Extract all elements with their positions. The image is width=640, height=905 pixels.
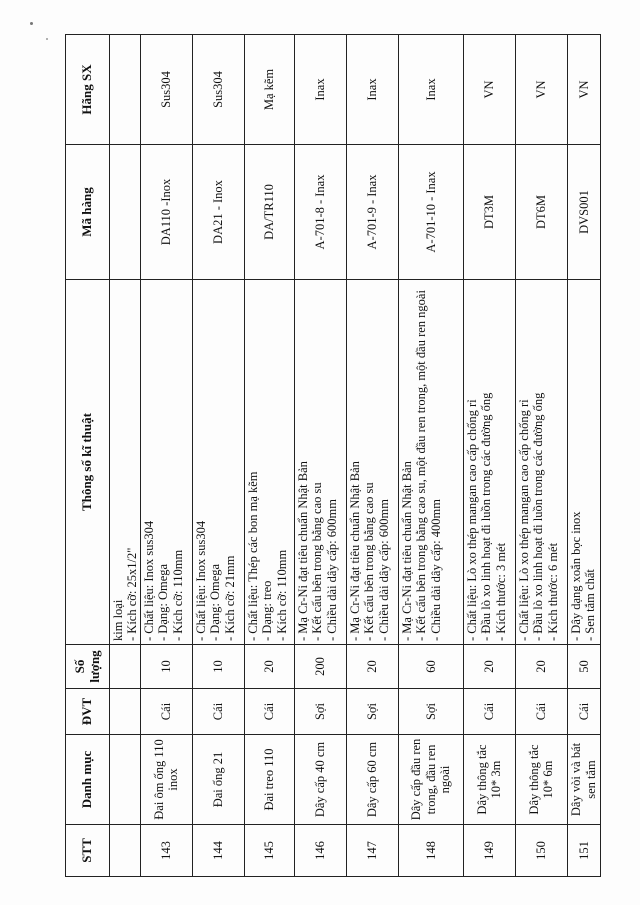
cell-maker: Inax	[346, 35, 398, 145]
spec-line: - Đầu lò xo linh hoạt đi luồn trong các đường ống	[531, 392, 546, 641]
cell-unit: Cái	[192, 689, 244, 735]
cell-spec	[398, 280, 463, 645]
cell-code: A-701-10 - Inax	[398, 145, 463, 280]
cell-stt: 148	[398, 825, 463, 877]
cell-stt: 145	[244, 825, 294, 877]
header-qty-top: Số	[71, 659, 87, 674]
table-row	[567, 35, 600, 877]
cell-name: Dây thông tắc 10* 6m	[515, 735, 567, 825]
cell-maker: VN	[463, 35, 515, 145]
table-row	[192, 35, 244, 877]
cell-unit: Sợi	[346, 689, 398, 735]
table-row-continued	[110, 35, 141, 877]
spec-line: - Kích cỡ: 110mm	[274, 549, 289, 641]
cell-code: DA/TR110	[244, 145, 294, 280]
rotated-table-container	[65, 35, 598, 877]
table-row	[140, 35, 192, 877]
spec-line: - Dạng: Omega	[208, 563, 223, 641]
cell-unit: Sợi	[398, 689, 463, 735]
cell-name: Dây cấp 60 cm	[346, 735, 398, 825]
cell-code: DT3M	[463, 145, 515, 280]
cell-spec	[515, 280, 567, 645]
spec-line: - Chất liệu: Lò xo thép mangan cao cấp chống rỉ	[516, 399, 531, 641]
spec-line: - Kích cỡ: 25x1/2"	[125, 547, 140, 641]
cell-spec	[110, 280, 141, 645]
spec-line: - Kích cỡ: 110mm	[170, 549, 185, 641]
table-row	[294, 35, 346, 877]
spec-line: - Mạ Cr-Ni đạt tiêu chuẩn Nhật Bản	[399, 461, 414, 641]
cell-stt: 147	[346, 825, 398, 877]
cell-maker: Inax	[294, 35, 346, 145]
cell-qty: 50	[567, 645, 600, 689]
cell-code: DVS001	[567, 145, 600, 280]
header-code: Mã hàng	[66, 145, 110, 280]
cell-stt	[110, 825, 141, 877]
cell-spec	[567, 280, 600, 645]
spec-line: - Chất liệu: Thép các bon mạ kẽm	[245, 471, 260, 641]
cell-maker	[110, 35, 141, 145]
spec-line: - Kích thước: 3 mét	[493, 542, 508, 641]
spec-line: - Kết cấu bên trong bằng cao su	[362, 482, 377, 641]
scan-speck	[46, 38, 48, 40]
table-row	[244, 35, 294, 877]
table-row	[398, 35, 463, 877]
spec-line: - Kết cấu bên trong bằng cao su, một đầu ren trong, một đầu ren ngoài	[414, 290, 429, 641]
cell-unit: Cái	[515, 689, 567, 735]
cell-stt: 144	[192, 825, 244, 877]
cell-name: Đai ống 21	[192, 735, 244, 825]
cell-stt: 149	[463, 825, 515, 877]
cell-name: Dây vòi và bát sen tắm	[567, 735, 600, 825]
cell-stt: 150	[515, 825, 567, 877]
header-qty-bottom: lượng	[86, 650, 102, 683]
spec-line: - Chất liệu: Inox sus304	[141, 520, 156, 641]
spec-line: - Dây dạng xoắn bọc inox	[568, 511, 583, 641]
spec-line: - Chất liệu: Inox sus304	[193, 520, 208, 641]
header-spec: Thông số kĩ thuật	[66, 280, 110, 645]
spec-line: - Sen tắm chất	[583, 569, 598, 641]
spec-line: - Kích cỡ: 21mm	[222, 555, 237, 641]
cell-unit: Cái	[567, 689, 600, 735]
header-qty	[66, 645, 110, 689]
cell-qty: 20	[346, 645, 398, 689]
cell-maker: Sus304	[192, 35, 244, 145]
cell-code: A-701-9 - Inax	[346, 145, 398, 280]
header-name: Danh mục	[66, 735, 110, 825]
cell-qty: 10	[140, 645, 192, 689]
spec-line: - Kích thước: 6 mét	[545, 542, 560, 641]
cell-code: DA110 -Inox	[140, 145, 192, 280]
spec-line: - Chiều dài dây cấp: 600mm	[376, 499, 391, 641]
spec-line: - Kết cấu bên trong bằng cao su	[310, 482, 325, 641]
spec-line: - Dạng: Omega	[156, 563, 171, 641]
cell-spec	[346, 280, 398, 645]
cell-qty: 200	[294, 645, 346, 689]
scan-speck	[30, 22, 33, 25]
spec-line: - Chiều dài dây cấp: 600mm	[324, 499, 339, 641]
header-stt: STT	[66, 825, 110, 877]
spec-line: - Mạ Cr-Ni đạt tiêu chuẩn Nhật Bản	[295, 461, 310, 641]
cell-spec	[463, 280, 515, 645]
table-row	[346, 35, 398, 877]
table-row	[463, 35, 515, 877]
cell-stt: 151	[567, 825, 600, 877]
cell-stt: 143	[140, 825, 192, 877]
cell-maker: Inax	[398, 35, 463, 145]
cell-unit: Cái	[140, 689, 192, 735]
cell-name: Dây cấp đầu ren trong, đầu ren ngoài	[398, 735, 463, 825]
cell-qty: 20	[244, 645, 294, 689]
cell-name: Dây thông tắc 10* 3m	[463, 735, 515, 825]
cell-qty: 20	[463, 645, 515, 689]
cell-qty: 60	[398, 645, 463, 689]
cell-spec	[140, 280, 192, 645]
cell-qty	[110, 645, 141, 689]
cell-name: Đai treo 110	[244, 735, 294, 825]
cell-unit: Sợi	[294, 689, 346, 735]
cell-spec	[192, 280, 244, 645]
spec-line: - Chất liệu: Lò xo thép mangan cao cấp chống rỉ	[464, 399, 479, 641]
spec-line: - Đầu lò xo linh hoạt đi luồn trong các đường ống	[479, 392, 494, 641]
cell-maker: Sus304	[140, 35, 192, 145]
spec-line: - Chiều dài dây cấp: 400mm	[428, 499, 443, 641]
cell-qty: 10	[192, 645, 244, 689]
table-row	[515, 35, 567, 877]
cell-name: Đai ôm ống 110 inox	[140, 735, 192, 825]
cell-unit	[110, 689, 141, 735]
header-maker: Hãng SX	[66, 35, 110, 145]
cell-maker: VN	[515, 35, 567, 145]
cell-unit: Cái	[463, 689, 515, 735]
cell-unit: Cái	[244, 689, 294, 735]
cell-code	[110, 145, 141, 280]
cell-maker: VN	[567, 35, 600, 145]
cell-spec	[294, 280, 346, 645]
header-unit: ĐVT	[66, 689, 110, 735]
cell-code: A-701-8 - Inax	[294, 145, 346, 280]
spec-line: - Mạ Cr-Ni đạt tiêu chuẩn Nhật Bản	[347, 461, 362, 641]
table-header-row	[66, 35, 110, 877]
spec-line: - Dạng: treo	[260, 580, 275, 641]
cell-spec	[244, 280, 294, 645]
cell-stt: 146	[294, 825, 346, 877]
spec-line: kim loại	[111, 599, 125, 641]
cell-code: DA21 - Inox	[192, 145, 244, 280]
spec-table	[65, 34, 601, 877]
cell-qty: 20	[515, 645, 567, 689]
cell-name: Dây cấp 40 cm	[294, 735, 346, 825]
cell-maker: Mạ kẽm	[244, 35, 294, 145]
cell-code: DT6M	[515, 145, 567, 280]
cell-name	[110, 735, 141, 825]
